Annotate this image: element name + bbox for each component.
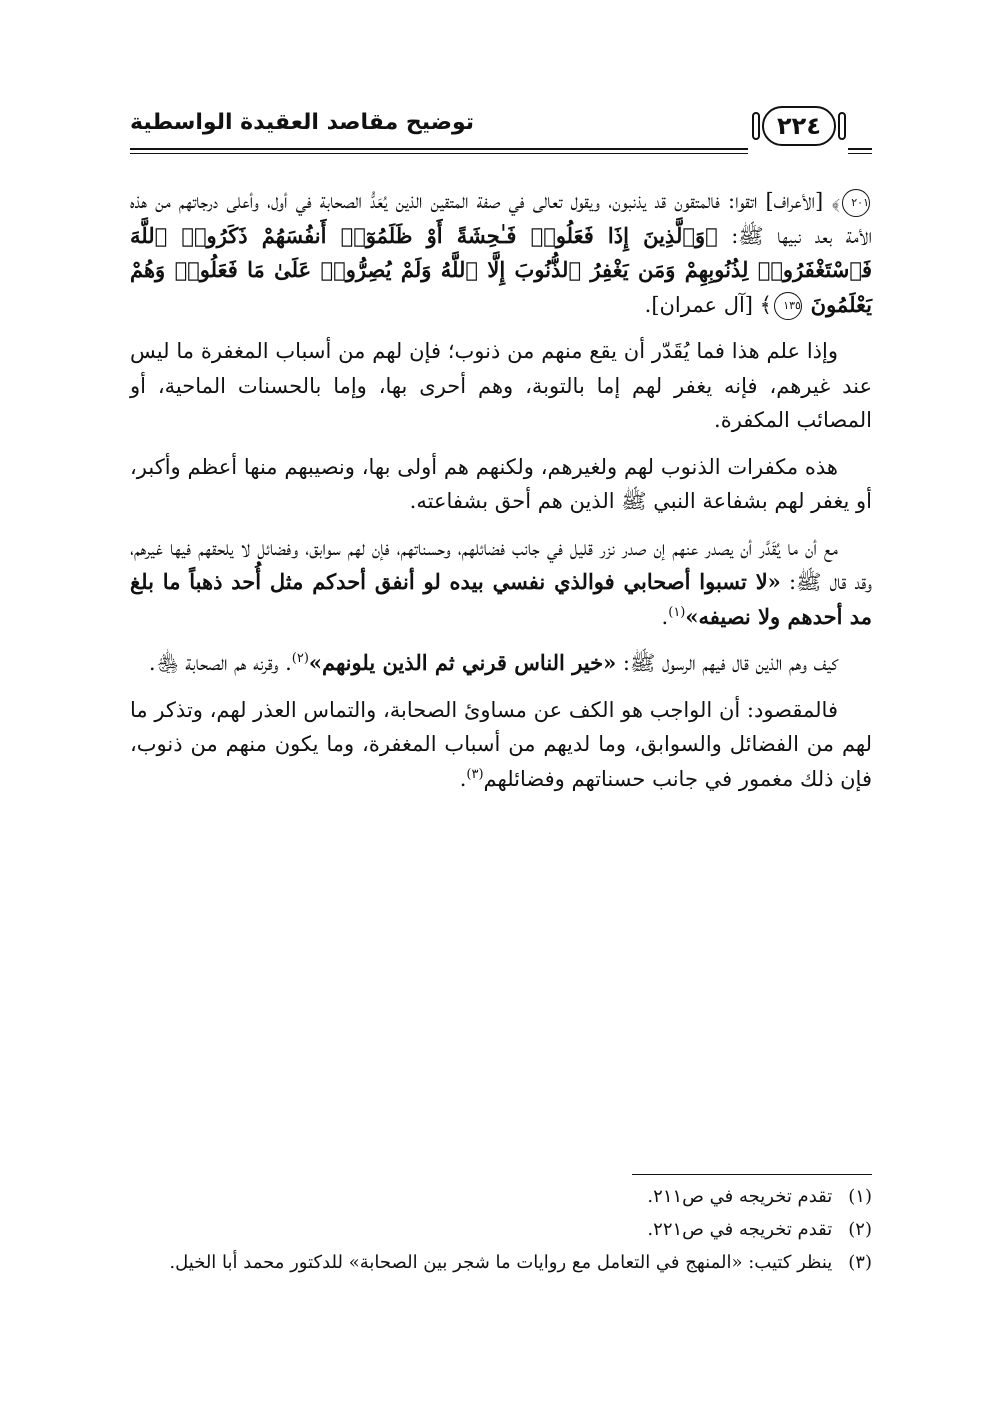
footnote-text: تقدم تخريجه في ص٢١١.	[647, 1186, 833, 1207]
paragraph-4	[130, 531, 872, 635]
main-text	[130, 184, 872, 808]
paragraph-text: مع أن ما يُقَدَّر أن يصدر عنهم إن صدر نزر قليل في جانب فضائلهم، وحسناتهم، فإن لهم سوابق، وفضائل لا يلحقهم فيها غيرهم، وقد قال ﷺ:	[130, 535, 872, 594]
verse-number-mark: ١٣٥	[774, 292, 802, 320]
header-rule-right	[848, 148, 872, 150]
paragraph-text: فالمقصود: أن الواجب هو الكف عن مساوئ الصحابة، والتماس العذر لهم، وتذكر ما لهم من الفضائل والسوابق، وما لديهم من أسباب المغفرة، وما يكون منهم من ذنوب، فإن ذلك مغمور في جانب حسناتهم وفضائلهم	[130, 697, 872, 791]
header-rule-left	[130, 148, 748, 150]
paragraph-text: هذه مكفرات الذنوب لهم ولغيرهم، ولكنهم هم أولى بها، ونصيبهم منها أعظم وأكبر، أو يغفر لهم بشفاعة النبي ﷺ الذين هم أحق بشفاعته.	[130, 454, 872, 513]
page-header	[130, 104, 872, 174]
paragraph-2	[130, 334, 872, 438]
footnote-ref[interactable]: (٣)	[466, 766, 484, 782]
quran-verse: ﴿وَٱلَّذِينَ إِذَا فَعَلُوا۟ فَـٰحِشَةً أَوْ ظَلَمُوٓا۟ أَنفُسَهُمْ ذَكَرُوا۟ ٱللَّهَ فَٱسْتَغْفَرُوا۟ لِذُنُوبِهِمْ وَمَن يَغْفِرُ ٱلذُّنُوبَ إِلَّا ٱللَّهُ وَلَمْ يُصِرُّوا۟ عَلَىٰ مَا فَعَلُوا۟ وَهُمْ يَعْلَمُونَ	[130, 222, 872, 317]
paragraph-3	[130, 450, 872, 519]
paragraph-text: ﴾ [آل عمران].	[644, 292, 772, 317]
book-title: توضيح مقاصد العقيدة الواسطية	[130, 110, 475, 135]
footnote-text: تقدم تخريجه في ص٢٢١.	[647, 1219, 833, 1240]
footnote-number: (٣)	[848, 1252, 872, 1273]
paragraph-text: كيف وهم الذين قال فيهم الرسول ﷺ:	[616, 651, 838, 675]
footnote-ref[interactable]: (١)	[668, 604, 686, 620]
header-rule-right-thin	[848, 153, 872, 154]
paragraph-text: ﴾ [الأعراف] اتقوا: فالمتقون قد يذنبون، ويقول تعالى في صفة المتقين الذين يُعَدُّ الصحابة في أول، وأعلى درجاتهم من هذه الأمة بعد نبيها ﷺ:	[130, 189, 872, 248]
footnote-2	[130, 1213, 872, 1246]
paragraph-6	[130, 693, 872, 797]
footnote-number: (٢)	[848, 1219, 872, 1240]
verse-number-mark: ٢٠١	[842, 189, 870, 217]
paragraph-text: وإذا علم هذا فما يُقَدّر أن يقع منهم من ذنوب؛ فإن لهم من أسباب المغفرة ما ليس عند غيرهم، فإنه يغفر لهم إما بالتوبة، وهم أحرى بها، وإما بالحسنات الماحية، أو المصائب المكفرة.	[130, 339, 872, 432]
footnote-ref[interactable]: (٢)	[291, 651, 309, 666]
footnote-separator	[632, 1174, 872, 1175]
paragraph-text: . وقرنه هم الصحابة ﵃.	[148, 651, 292, 675]
footnote-number: (١)	[848, 1186, 872, 1207]
footnote-1	[130, 1180, 872, 1213]
hadith-quote: «لا تسبوا أصحابي فوالذي نفسي بيده لو أنفق أحدكم مثل أُحد ذهباً ما بلغ مد أحدهم ولا نصيفه»	[130, 569, 872, 629]
hadith-quote: «خير الناس قرني ثم الذين يلونهم»	[308, 650, 617, 675]
paragraph-text: .	[661, 604, 669, 629]
paragraph-text: .	[459, 766, 467, 791]
header-rule-left-thin	[130, 153, 748, 154]
paragraph-1	[130, 184, 872, 322]
paragraph-5	[130, 646, 872, 681]
footnote-text: ينظر كتيب: «المنهج في التعامل مع روايات ما شجر بين الصحابة» للدكتور محمد أبا الخيل.	[169, 1252, 833, 1273]
footnote-3	[130, 1246, 872, 1279]
footnotes	[130, 1180, 872, 1279]
page-number: ٢٢٤	[762, 106, 836, 146]
